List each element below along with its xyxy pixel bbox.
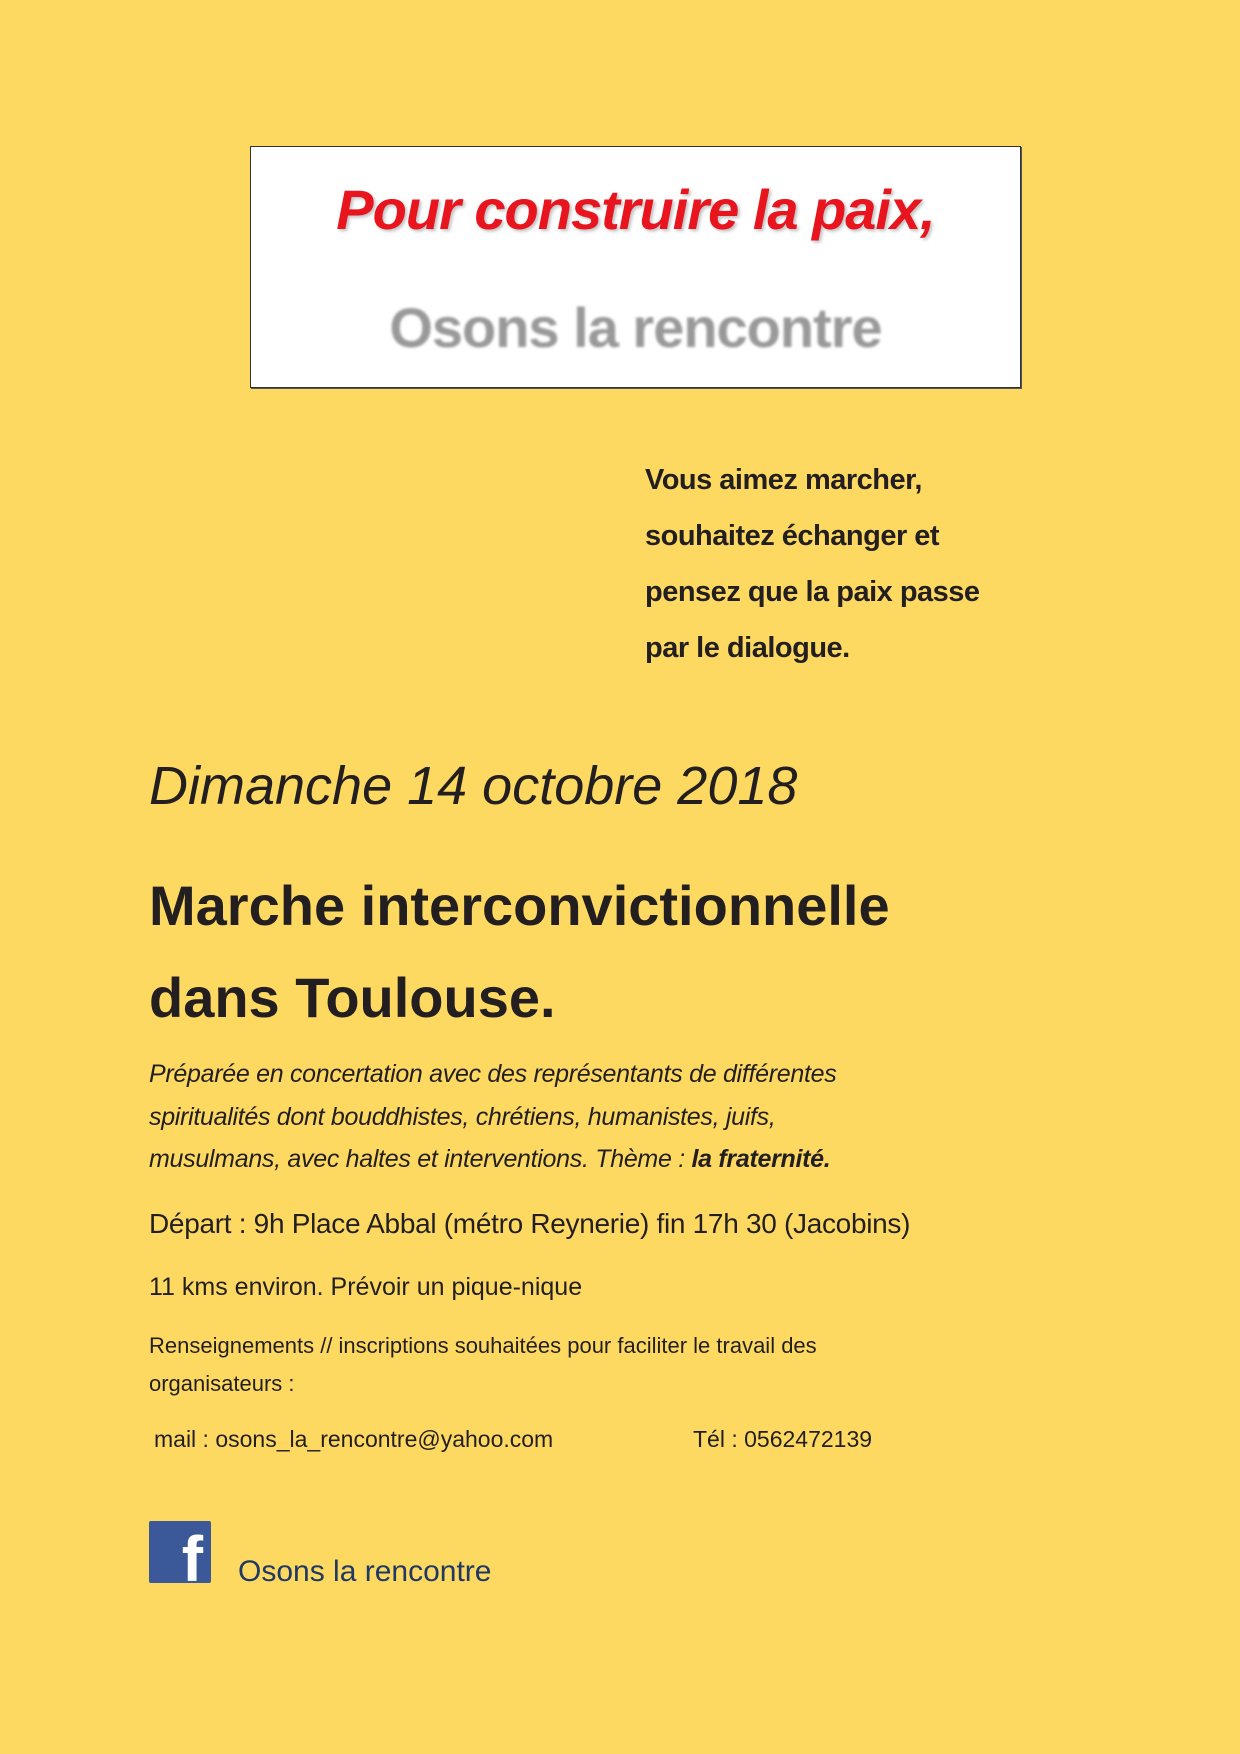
intro-line: Vous aimez marcher,: [645, 464, 922, 496]
phone-contact[interactable]: Tél : 0562472139: [693, 1426, 873, 1452]
event-title: Marche interconvictionnelle: [149, 874, 890, 937]
intro-line: souhaitez échanger et: [645, 520, 940, 552]
contact-info: Renseignements // inscriptions souhaitées pour faciliter le travail des: [149, 1333, 817, 1358]
event-date: Dimanche 14 octobre 2018: [149, 756, 798, 816]
description-line: Préparée en concertation avec des représentants de différentes: [149, 1060, 837, 1088]
email-contact[interactable]: mail : osons_la_rencontre@yahoo.com: [154, 1426, 554, 1452]
facebook-icon[interactable]: [149, 1521, 211, 1583]
facebook-glyph: f: [181, 1523, 203, 1583]
title-box: [250, 146, 1021, 388]
description-line: [149, 1145, 830, 1174]
intro-line: par le dialogue.: [645, 632, 850, 664]
description-line: spiritualités dont bouddhistes, chrétiens, humanistes, juifs,: [149, 1103, 776, 1131]
distance-info: 11 kms environ. Prévoir un pique-nique: [149, 1273, 583, 1301]
description-text: musulmans, avec haltes et interventions. Thème :: [149, 1145, 692, 1173]
contact-info: organisateurs :: [149, 1371, 295, 1396]
intro-line: pensez que la paix passe: [645, 576, 980, 608]
main-title: Pour construire la paix,: [336, 178, 935, 241]
subtitle: Osons la rencontre: [389, 296, 882, 359]
event-title-line2: dans Toulouse.: [149, 966, 556, 1029]
theme: la fraternité.: [691, 1145, 831, 1173]
departure-info: Départ : 9h Place Abbal (métro Reynerie) fin 17h 30 (Jacobins): [149, 1208, 911, 1239]
facebook-page-link[interactable]: Osons la rencontre: [238, 1555, 492, 1588]
